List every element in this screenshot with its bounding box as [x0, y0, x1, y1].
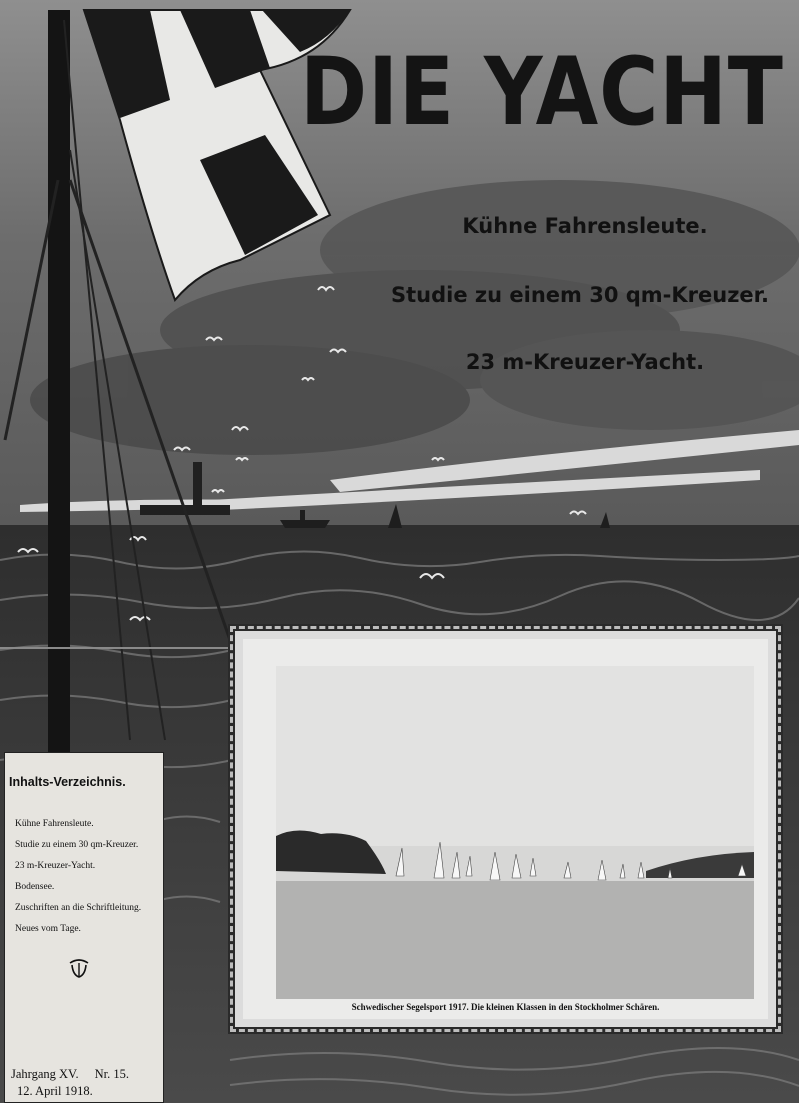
volume-label: Jahrgang XV. — [11, 1067, 79, 1081]
toc-item: Zuschriften an die Schriftleitung. — [15, 903, 142, 913]
table-of-contents — [4, 752, 164, 1103]
publisher-logo-icon — [67, 957, 91, 979]
toc-item: Bodensee. — [15, 882, 55, 892]
toc-item: Kühne Fahrensleute. — [15, 819, 94, 829]
issue-date: 12. April 1918. — [17, 1084, 93, 1098]
photo-caption: Schwedischer Segelsport 1917. Die kleinen Klassen in den Stockholmer Schären. — [351, 1002, 660, 1012]
toc-item: Neues vom Tage. — [15, 924, 81, 934]
photo-frame — [228, 624, 783, 1034]
headline-1: Kühne Fahrensleute. — [462, 214, 708, 238]
headline-2: Studie zu einem 30 qm-Kreuzer. — [391, 283, 769, 307]
issue-info — [11, 1067, 129, 1099]
sailing-photo — [276, 666, 754, 999]
issue-number: Nr. 15. — [94, 1067, 129, 1081]
headline-3: 23 m-Kreuzer-Yacht. — [465, 350, 705, 374]
toc-list — [15, 819, 160, 945]
photo-mat — [243, 639, 768, 1019]
magazine-title: DIE YACHT — [300, 38, 784, 147]
toc-title: Inhalts-Verzeichnis. — [9, 775, 126, 789]
toc-item: Studie zu einem 30 qm-Kreuzer. — [15, 840, 139, 850]
toc-item: 23 m-Kreuzer-Yacht. — [15, 861, 96, 871]
